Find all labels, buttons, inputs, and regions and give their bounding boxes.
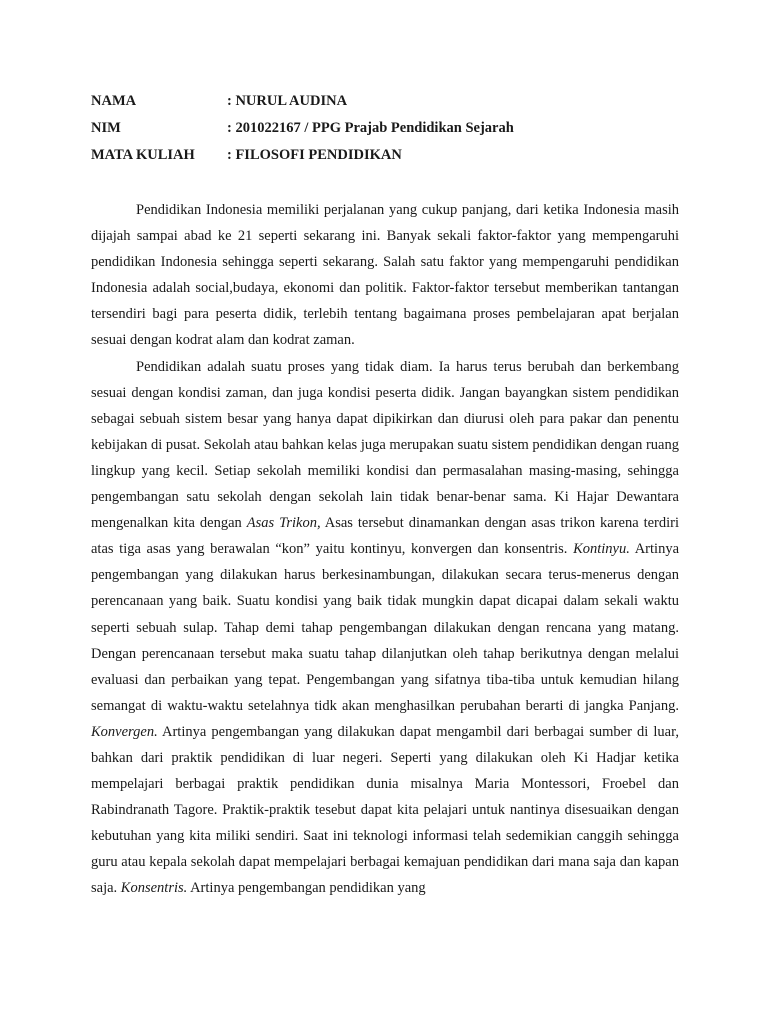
paragraph-2 (91, 354, 679, 902)
essay-body (91, 197, 679, 902)
header-row-name (91, 88, 679, 115)
konvergen-term: Konvergen. (91, 723, 158, 740)
konsentris-term: Konsentris. (120, 880, 188, 897)
name-value: : NURUL AUDINA (227, 93, 348, 109)
paragraph-2-text-a: Pendidikan adalah suatu proses yang tidak diam. Ia harus terus berubah dan berkembang sesuai dengan kondisi zaman, dan juga kondisi peserta didik. Jangan bayangkan sistem pendidikan sebagai sebuah sistem besar yang hanya dapat dipikirkan dan diurusi oleh para pakar dan penentu kebijakan di pusat. Sekolah atau bahkan kelas juga merupakan suatu sistem pendidikan dengan ruang lingkup yang kecil. Setiap sekolah memiliki kondisi dan permasalahan masing-masing, sehingga pengembangan satu sekolah dengan sekolah lain tidak benar-benar sama. Ki Hajar Dewantara mengenalkan kita dengan (91, 358, 679, 532)
course-value: : FILOSOFI PENDIDIKAN (227, 147, 402, 163)
course-label: MATA KULIAH (91, 147, 195, 163)
name-label: NAMA (91, 93, 137, 109)
header-row-course (91, 142, 679, 169)
document-page (91, 88, 679, 902)
asas-trikon-term: Asas Trikon, (246, 515, 321, 532)
nim-label: NIM (91, 120, 121, 136)
paragraph-2-text-e: Artinya pengembangan pendidikan yang (187, 880, 426, 897)
paragraph-2-text-c: Artinya pengembangan yang dilakukan harus berkesinambungan, dilakukan secara terus-menerus dengan perencanaan yang baik. Suatu kondisi yang baik tidak mungkin dapat dicapai dalam sekali waktu seperti sebuah sulap. Tahap demi tahap pengembangan dilakukan dengan rencana yang matang. Dengan perencanaan tersebut maka suatu tahap dilanjutkan oleh tahap berikutnya dengan melalui evaluasi dan perbaikan yang tepat. Pengembangan yang sifatnya tiba-tiba untuk kemudian hilang semangat di waktu-waktu setelahnya tidk akan menghasilkan perubahan berarti di jangka Panjang. (91, 541, 680, 714)
paragraph-2-text-b: Asas tersebut dinamankan dengan asas trikon karena terdiri atas tiga asas yang berawalan “kon” yaitu kontinyu, konvergen dan konsentris. (91, 515, 680, 558)
identity-header (91, 88, 679, 169)
paragraph-1: Pendidikan Indonesia memiliki perjalanan yang cukup panjang, dari ketika Indonesia masih dijajah sampai abad ke 21 seperti sekarang ini. Banyak sekali faktor-faktor yang mempengaruhi pendidikan Indonesia sehingga seperti sekarang. Salah satu faktor yang mempengaruhi pendidikan Indonesia adalah social,budaya, ekonomi dan politik. Faktor-faktor tersebut memberikan tantangan tersendiri bagi para peserta didik, terlebih tentang bagaimana proses pembelajaran apat berjalan sesuai dengan kodrat alam dan kodrat zaman. (91, 202, 679, 349)
paragraph-2-text-d: Artinya pengembangan yang dilakukan dapat mengambil dari berbagai sumber di luar, bahkan dari praktik pendidikan di luar negeri. Seperti yang dilakukan oleh Ki Hadjar ketika mempelajari berbagai praktik pendidikan dunia misalnya Maria Montessori, Froebel dan Rabindranath Tagore. Praktik-praktik tesebut dapat kita pelajari untuk nantinya disesuaikan dengan kebutuhan yang kita miliki sendiri. Saat ini teknologi informasi telah sedemikian canggih sehingga guru atau kepala sekolah dapat mempelajari berbagai kemajuan pendidikan dari mana saja dan kapan saja. (91, 723, 679, 897)
kontinyu-term: Kontinyu. (573, 541, 630, 558)
nim-value: : 201022167 / PPG Prajab Pendidikan Sejarah (227, 120, 514, 136)
header-row-nim (91, 115, 679, 142)
